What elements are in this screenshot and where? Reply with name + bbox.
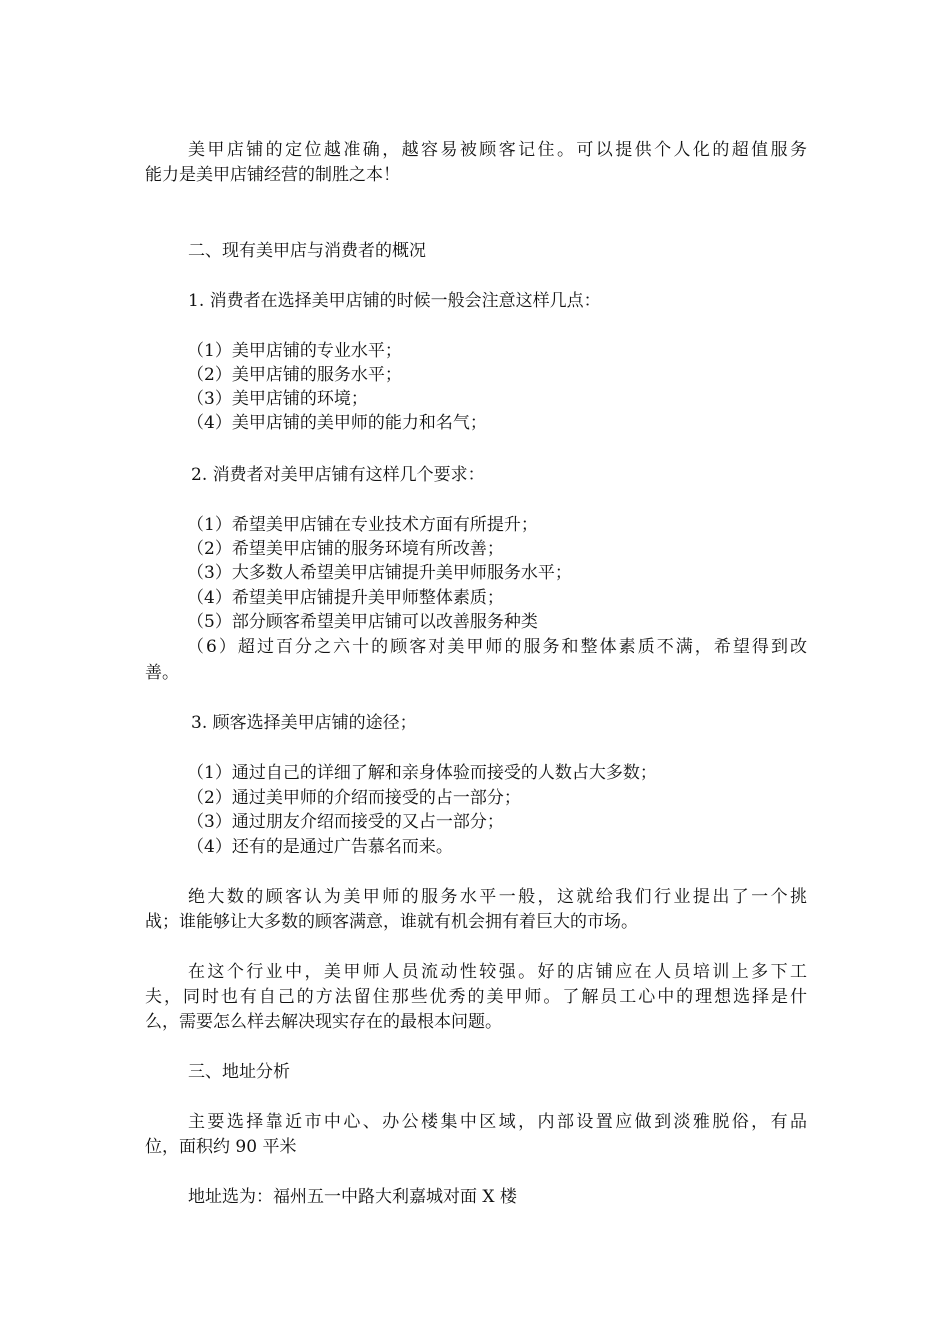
sub-2-item: （1）希望美甲店铺在专业技术方面有所提升； bbox=[187, 515, 538, 535]
section-3-heading: 三、地址分析 bbox=[188, 1062, 290, 1082]
para-2-line-2: 夫，同时也有自己的方法留住那些优秀的美甲师。了解员工心中的理想选择是什 bbox=[145, 987, 807, 1007]
section-3-para-line-1: 主要选择靠近市中心、办公楼集中区域，内部设置应做到淡雅脱俗，有品 bbox=[188, 1112, 807, 1132]
sub-1-item: （4）美甲店铺的美甲师的能力和名气； bbox=[187, 413, 487, 433]
intro-line-2: 能力是美甲店铺经营的制胜之本！ bbox=[145, 165, 400, 185]
sub-1-item: （3）美甲店铺的环境； bbox=[187, 389, 368, 409]
sub-3-item: （1）通过自己的详细了解和亲身体验而接受的人数占大多数； bbox=[187, 763, 657, 783]
intro-line-1: 美甲店铺的定位越准确，越容易被顾客记住。可以提供个人化的超值服务 bbox=[188, 140, 807, 160]
sub-2-item-6-line-2: 善。 bbox=[145, 663, 179, 683]
sub-3-item: （4）还有的是通过广告慕名而来。 bbox=[187, 837, 453, 857]
sub-2-item: （3）大多数人希望美甲店铺提升美甲师服务水平； bbox=[187, 563, 572, 583]
sub-1-item: （2）美甲店铺的服务水平； bbox=[187, 365, 402, 385]
sub-2-item-6-line-1: （6）超过百分之六十的顾客对美甲师的服务和整体素质不满，希望得到改 bbox=[187, 637, 807, 657]
para-2-line-3: 么，需要怎么样去解决现实存在的最根本问题。 bbox=[145, 1012, 502, 1032]
address-line: 地址选为：福州五一中路大利嘉城对面 X 楼 bbox=[188, 1187, 517, 1207]
sub-3-item: （2）通过美甲师的介绍而接受的占一部分； bbox=[187, 788, 521, 808]
section-2-heading: 二、现有美甲店与消费者的概况 bbox=[188, 241, 426, 261]
sub-2-item: （4）希望美甲店铺提升美甲师整体素质； bbox=[187, 588, 504, 608]
sub-3-item: （3）通过朋友介绍而接受的又占一部分； bbox=[187, 812, 504, 832]
sub-2-title: 2. 消费者对美甲店铺有这样几个要求： bbox=[191, 465, 485, 485]
sub-2-item: （5）部分顾客希望美甲店铺可以改善服务种类 bbox=[187, 612, 538, 632]
sub-1-title: 1. 消费者在选择美甲店铺的时候一般会注意这样几点： bbox=[188, 291, 601, 311]
sub-2-item: （2）希望美甲店铺的服务环境有所改善； bbox=[187, 539, 504, 559]
para-1-line-2: 战；谁能够让大多数的顾客满意，谁就有机会拥有着巨大的市场。 bbox=[145, 912, 638, 932]
sub-1-item: （1）美甲店铺的专业水平； bbox=[187, 341, 402, 361]
para-1-line-1: 绝大数的顾客认为美甲师的服务水平一般，这就给我们行业提出了一个挑 bbox=[188, 887, 807, 907]
para-2-line-1: 在这个行业中，美甲师人员流动性较强。好的店铺应在人员培训上多下工 bbox=[188, 962, 807, 982]
section-3-para-line-2: 位，面积约 90 平米 bbox=[145, 1137, 297, 1157]
sub-3-title: 3. 顾客选择美甲店铺的途径； bbox=[191, 713, 417, 733]
